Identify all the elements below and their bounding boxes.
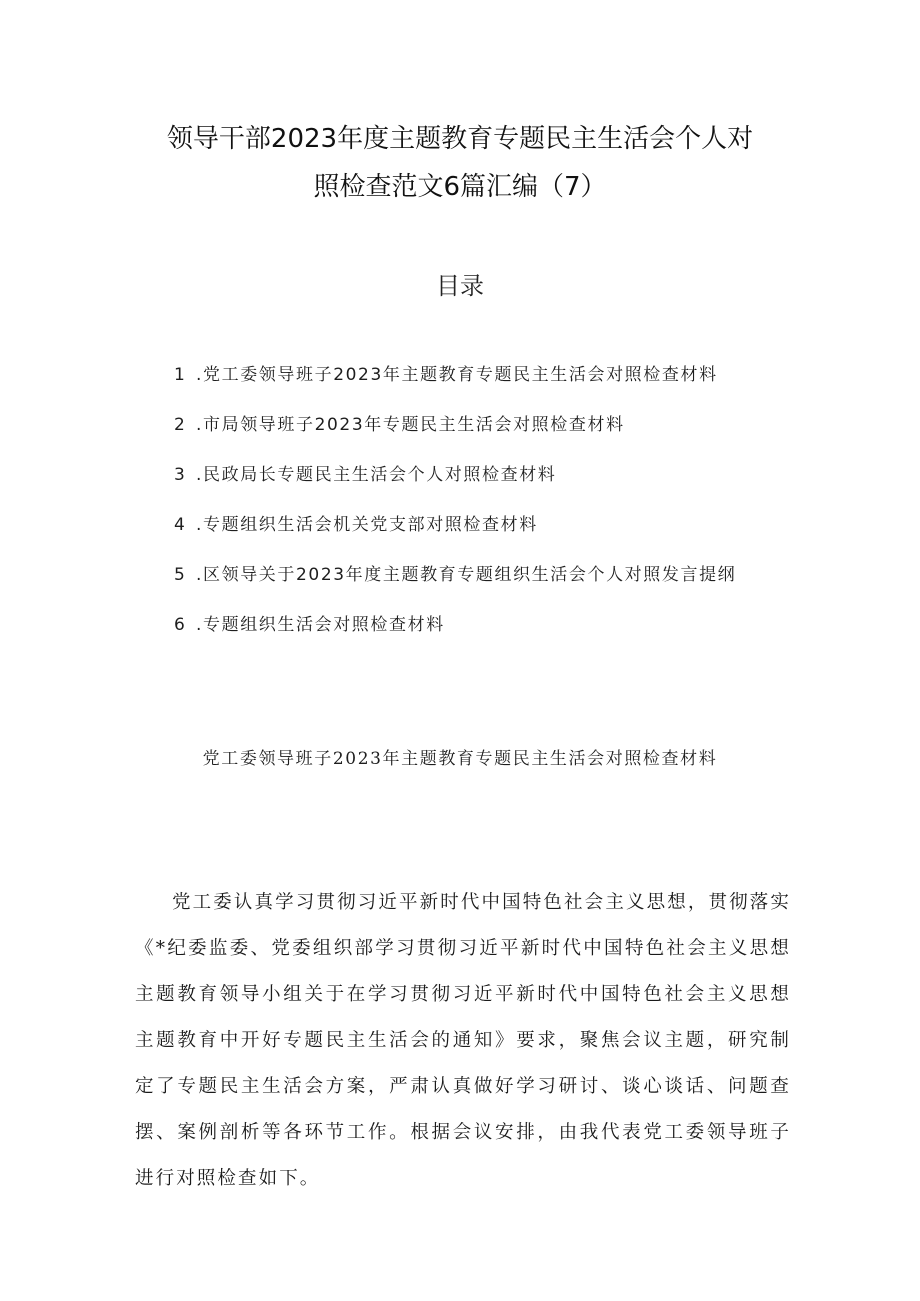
toc-item-text: .区领导关于2023年度主题教育专题组织生活会个人对照发言提纲 (196, 565, 737, 585)
toc-item-number: 2 (174, 415, 185, 435)
toc-item-number: 6 (174, 615, 185, 635)
toc-item-text: .民政局长专题民主生活会个人对照检查材料 (196, 465, 557, 485)
toc-heading: 目录 (436, 272, 484, 300)
toc-item-2 (174, 410, 794, 460)
toc-item-text: .专题组织生活会机关党支部对照检查材料 (196, 515, 538, 535)
document-title-line-1: 领导干部2023年度主题教育专题民主生活会个人对 (166, 124, 754, 154)
toc-item-number: 1 (174, 365, 185, 385)
section-heading: 党工委领导班子2023年主题教育专题民主生活会对照检查材料 (202, 749, 718, 769)
toc-item-3 (174, 460, 794, 510)
toc-item-text: .专题组织生活会对照检查材料 (196, 615, 445, 635)
toc-item-6 (174, 610, 794, 660)
toc-item-5 (174, 560, 794, 610)
body-paragraph: 党工委认真学习贯彻习近平新时代中国特色社会主义思想，贯彻落实《*纪委监委、党委组织部学习贯彻习近平新时代中国特色社会主义思想主题教育领导小组关于在学习贯彻习近平新时代中国特色社会主义思想主题教育中开好专题民主生活会的通知》要求，聚焦会议主题，研究制定了专题民主生活会方案，严肃认真做好学习研讨、谈心谈话、问题查摆、案例剖析等各环节工作。根据会议安排，由我代表党工委领导班子进行对照检查如下。 (135, 892, 791, 1189)
toc-item-number: 3 (174, 465, 185, 485)
toc-item-text: .党工委领导班子2023年主题教育专题民主生活会对照检查材料 (196, 365, 718, 385)
toc-item-4 (174, 510, 794, 560)
toc-item-text: .市局领导班子2023年专题民主生活会对照检查材料 (196, 415, 625, 435)
table-of-contents (174, 360, 794, 660)
toc-item-number: 5 (174, 565, 185, 585)
toc-item-1 (174, 360, 794, 410)
document-title-line-2: 照检查范文6篇汇编（7） (313, 172, 607, 202)
toc-item-number: 4 (174, 515, 185, 535)
